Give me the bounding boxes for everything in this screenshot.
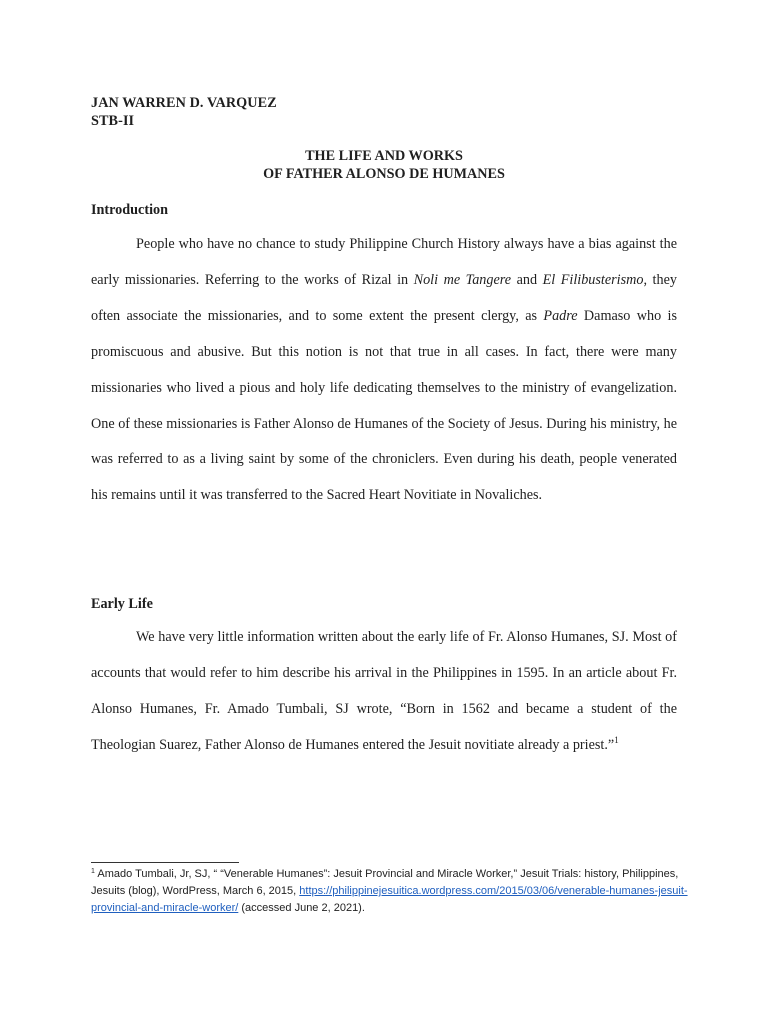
noli-title: Noli me Tangere bbox=[413, 271, 512, 288]
footnote-text: Amado Tumbali, Jr, SJ, “ “Venerable Humanes”: Jesuit Provincial and Miracle Worker,” Jesuit Trials: history, Philippines, Jesuits (blog), WordPress, March 6, 2015, bbox=[91, 868, 679, 897]
footnote-link[interactable]: https://philippinejesuitica.wordpress.com/2015/03/06/venerable-humanes-jesuit-provincial-and-miracle-worker/ bbox=[91, 885, 688, 914]
footnote-reference[interactable]: 1 bbox=[614, 734, 619, 745]
footnote-accessed: (accessed June 2, 2021). bbox=[238, 902, 365, 914]
introduction-paragraph bbox=[91, 227, 677, 514]
footnote-number: 1 bbox=[91, 868, 95, 875]
title-line-2: OF FATHER ALONSO DE HUMANES bbox=[263, 166, 505, 182]
footnote bbox=[91, 866, 691, 917]
el-fili-title: El Filibusterismo bbox=[542, 271, 644, 288]
title-line-1: THE LIFE AND WORKS bbox=[305, 148, 463, 164]
intro-text-1: People who have no chance to study Philippine Church History always have a bias against the early missionaries. Referring to the works of Rizal in bbox=[91, 236, 677, 288]
padre-word: Padre bbox=[543, 307, 578, 324]
intro-text-3: Damaso who is promiscuous and abusive. But this notion is not that true in all cases. In fact, there were many missionaries who lived a pious and holy life dedicating themselves to the ministry of evangelization. One of these missionaries is Father Alonso de Humanes of the Society of Jesus. During his ministry, he was referred to as a living saint by some of the chroniclers. Even during his death, people venerated his remains until it was transferred to the Sacred Heart Novitiate in Novaliches. bbox=[91, 307, 677, 504]
early-life-paragraph bbox=[91, 620, 677, 764]
early-life-heading: Early Life bbox=[91, 596, 153, 612]
intro-text-2: , they often associate the missionaries, and to some extent the present clergy, as bbox=[91, 271, 677, 324]
author-name: JAN WARREN D. VARQUEZ bbox=[91, 95, 277, 111]
intro-and: and bbox=[511, 271, 543, 288]
footnote-separator bbox=[91, 862, 239, 863]
introduction-heading: Introduction bbox=[91, 202, 168, 218]
class-label: STB-II bbox=[91, 113, 135, 129]
early-life-text: We have very little information written about the early life of Fr. Alonso Humanes, SJ. Most of accounts that would refer to him describe his arrival in the Philippines in 1595. In an article about Fr. Alonso Humanes, Fr. Amado Tumbali, SJ wrote, “Born in 1562 and became a student of the Theologian Suarez, Father Alonso de Humanes entered the Jesuit novitiate already a priest.” bbox=[91, 629, 677, 753]
